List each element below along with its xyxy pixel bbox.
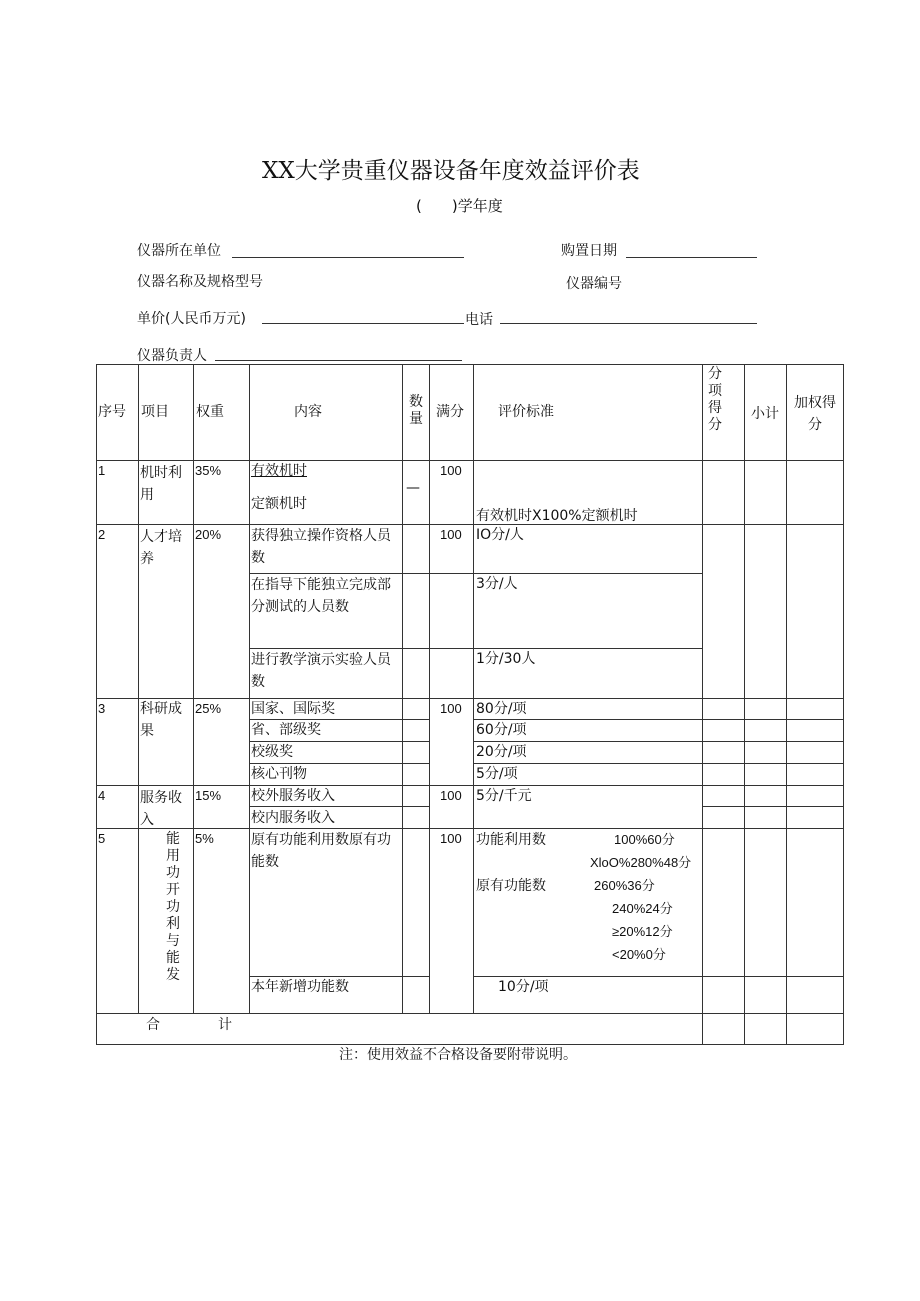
row2-criteria-3: 1分/30人: [476, 651, 536, 667]
header-item: 项目: [141, 404, 169, 420]
evaluation-table: [96, 364, 844, 1044]
row4-content-2: 校内服务收入: [251, 810, 335, 826]
row5-criteria-4: 原有功能数: [476, 878, 546, 894]
row4-seq: 4: [98, 788, 106, 803]
row4-weight: 15%: [195, 788, 222, 803]
field-phone-line[interactable]: [500, 323, 757, 324]
header-item-score: 分项得分: [708, 366, 722, 433]
row2-weight: 20%: [195, 527, 222, 542]
field-unit-price-line[interactable]: [262, 323, 464, 324]
header-subtotal: 小计: [751, 406, 779, 422]
field-person-line[interactable]: [215, 360, 462, 361]
row3-weight: 25%: [195, 701, 222, 716]
row2-content-2: 在指导下能独立完成部分测试的人员数: [251, 577, 391, 615]
field-name-model-label: 仪器名称及规格型号: [137, 274, 263, 290]
field-unit-price-label: 单价(人民币万元): [137, 311, 246, 327]
row4-content-1: 校外服务收入: [251, 788, 335, 804]
header-seq: 序号: [98, 404, 126, 420]
row5-criteria-5: 260%36分: [594, 878, 655, 893]
row5-criteria-7: ≥20%12分: [612, 924, 673, 939]
row3-criteria-2: 60分/项: [476, 722, 527, 738]
row1-seq: 1: [98, 463, 106, 478]
field-unit-line[interactable]: [232, 257, 464, 258]
row1-full-score: 100: [440, 463, 462, 478]
row1-criteria: 有效机时X100%定额机时: [476, 508, 638, 524]
header-quantity: 数量: [409, 394, 423, 427]
row3-criteria-1: 80分/项: [476, 701, 527, 717]
row5-criteria-3: XloO%280%48分: [590, 855, 692, 870]
academic-year: ( )学年度: [416, 197, 503, 215]
row5-criteria-2: 100%60分: [614, 832, 675, 847]
row2-content-3: 进行教学演示实验人员数: [251, 652, 391, 690]
row5-full-score: 100: [440, 831, 462, 846]
total-label-a: 合: [146, 1017, 160, 1033]
row1-quantity-mark: —: [406, 480, 420, 496]
row5-criteria-1: 功能利用数: [476, 832, 546, 848]
field-unit-label: 仪器所在单位: [137, 243, 221, 259]
row2-criteria-2: 3分/人: [476, 576, 518, 592]
row1-item: 机时利用: [140, 465, 182, 503]
row5-item: 能用功开功利与能发: [166, 831, 180, 983]
field-person-label: 仪器负责人: [137, 348, 207, 364]
row5-content-1: 原有功能利用数原有功能数: [251, 832, 391, 870]
row3-content-4: 核心刊物: [251, 766, 307, 782]
header-content: 内容: [294, 404, 322, 420]
header-criteria: 评价标准: [498, 404, 554, 420]
header-weighted-score: 加权得分: [794, 395, 836, 433]
page-title: XX大学贵重仪器设备年度效益评价表: [262, 158, 640, 184]
field-purchase-date-line[interactable]: [626, 257, 757, 258]
row5-criteria-8: <20%0分: [612, 947, 666, 962]
row2-criteria-1: IO分/人: [476, 527, 524, 543]
row3-criteria-4: 5分/项: [476, 766, 518, 782]
row5-content-2: 本年新增功能数: [251, 979, 349, 995]
row3-seq: 3: [98, 701, 106, 716]
row5-weight: 5%: [195, 831, 214, 846]
total-label-b: 计: [218, 1017, 232, 1033]
row1-content-2: 定额机时: [251, 496, 307, 512]
row3-content-2: 省、部级奖: [251, 722, 321, 738]
row3-item: 科研成果: [140, 701, 182, 739]
row5-criteria-9: 10分/项: [498, 979, 549, 995]
row5-criteria-6: 240%24分: [612, 901, 673, 916]
field-purchase-date-label: 购置日期: [561, 243, 617, 259]
row3-content-3: 校级奖: [251, 744, 293, 760]
row1-weight: 35%: [195, 463, 222, 478]
row4-item: 服务收入: [140, 790, 182, 828]
field-phone-label: 电话: [465, 312, 493, 328]
row3-full-score: 100: [440, 701, 462, 716]
row3-criteria-3: 20分/项: [476, 744, 527, 760]
header-weight: 权重: [196, 404, 224, 420]
footnote: 注：使用效益不合格设备要附带说明。: [339, 1047, 577, 1063]
row2-full-score: 100: [440, 527, 462, 542]
row1-content-1: 有效机时: [251, 463, 307, 479]
row4-full-score: 100: [440, 788, 462, 803]
field-instrument-no-label: 仪器编号: [566, 276, 622, 292]
row5-seq: 5: [98, 831, 106, 846]
row2-content-1: 获得独立操作资格人员数: [251, 528, 391, 566]
row3-content-1: 国家、国际奖: [251, 701, 335, 717]
header-full-score: 满分: [436, 404, 464, 420]
row2-seq: 2: [98, 527, 106, 542]
row2-item: 人才培养: [140, 529, 182, 567]
row4-criteria: 5分/千元: [476, 788, 532, 804]
